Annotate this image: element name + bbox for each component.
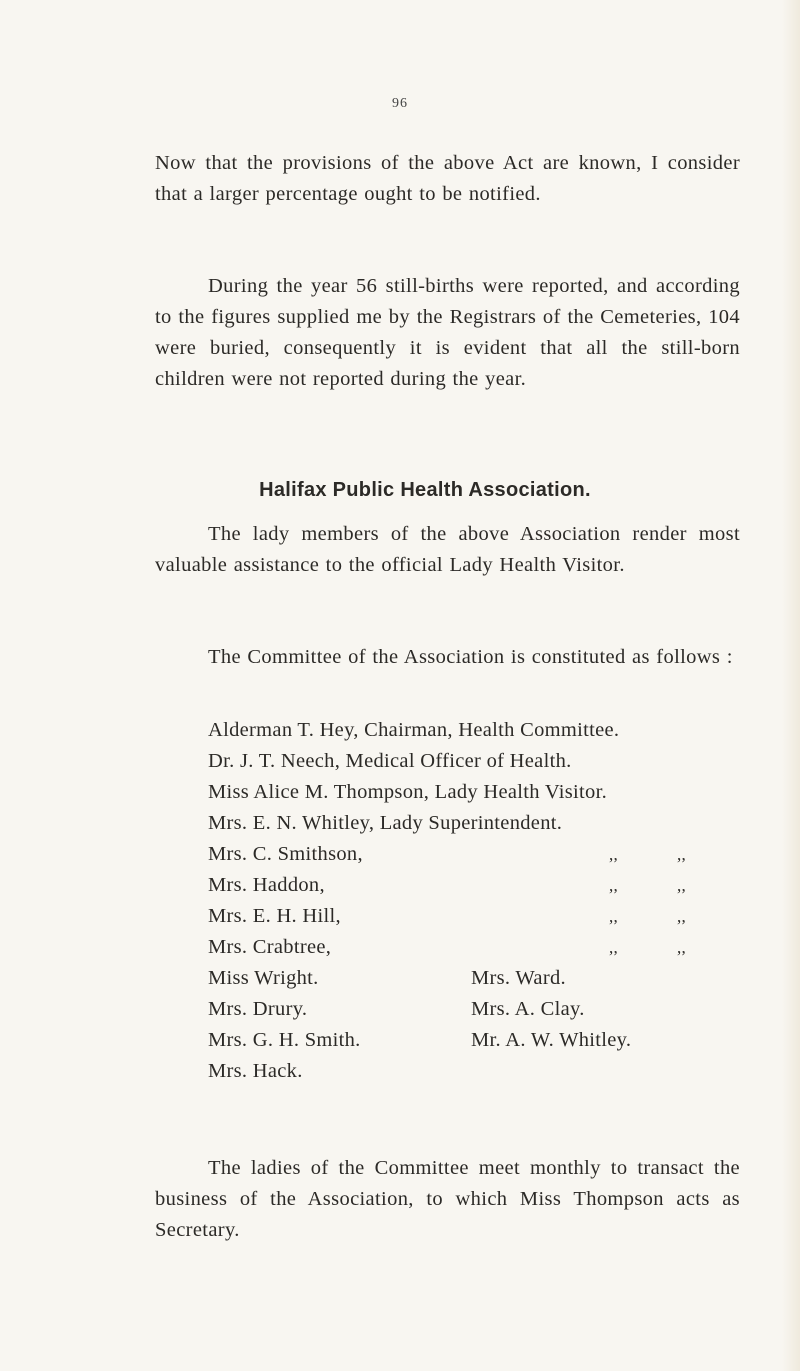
member-row (208, 715, 768, 746)
ditto-mark: ,, (677, 876, 687, 895)
page-number: 96 (392, 96, 408, 111)
ditto-mark: ,, (677, 938, 687, 957)
member-name-right: Mrs. Ward. (471, 967, 566, 989)
member-row (208, 963, 768, 994)
member-name: Miss Alice M. Thompson, Lady Health Visitor. (208, 781, 607, 803)
paragraph-committee-intro: The Committee of the Association is constituted as follows : (208, 646, 733, 668)
member-name: Mrs. Haddon, (208, 874, 325, 896)
member-name: Miss Wright. (208, 967, 319, 989)
member-row (208, 1025, 768, 1056)
member-name-right: Mrs. A. Clay. (471, 998, 585, 1020)
member-name: Dr. J. T. Neech, Medical Officer of Health. (208, 750, 572, 772)
member-name-right: Mr. A. W. Whitley. (471, 1029, 632, 1051)
member-name: Mrs. Drury. (208, 998, 308, 1020)
member-row (208, 746, 768, 777)
member-row (208, 932, 768, 963)
member-row (208, 870, 768, 901)
member-row (208, 994, 768, 1025)
member-row (208, 839, 768, 870)
ditto-mark: ,, (609, 938, 619, 957)
member-row (208, 901, 768, 932)
paragraph-committee-meetings: The ladies of the Committee meet monthly to transact the business of the Association, to which Miss Thompson acts as Secretary. (155, 1157, 740, 1241)
ditto-mark: ,, (609, 876, 619, 895)
member-name: Alderman T. Hey, Chairman, Health Committee. (208, 719, 620, 741)
member-name: Mrs. Hack. (208, 1060, 303, 1082)
paragraph-lady-members: The lady members of the above Association render most valuable assistance to the official Lady Health Visitor. (155, 523, 740, 576)
member-row (208, 777, 768, 808)
member-name: Mrs. E. H. Hill, (208, 905, 341, 927)
member-name: Mrs. Crabtree, (208, 936, 332, 958)
member-row (208, 808, 768, 839)
committee-member-list (208, 715, 768, 1087)
ditto-mark: ,, (677, 907, 687, 926)
member-row (208, 1056, 768, 1087)
member-name: Mrs. G. H. Smith. (208, 1029, 361, 1051)
paragraph-still-births: During the year 56 still-births were reported, and according to the figures supplied me by the Registrars of the Cemeteries, 104 were buried, consequently it is evident that all the still-born children were not reported during the year. (155, 275, 740, 390)
member-name: Mrs. E. N. Whitley, Lady Superintendent. (208, 812, 563, 834)
member-name: Mrs. C. Smithson, (208, 843, 363, 865)
paragraph-notification: Now that the provisions of the above Act are known, I consider that a larger percentage ought to be notified. (155, 152, 740, 205)
section-heading: Halifax Public Health Association. (259, 479, 591, 501)
ditto-mark: ,, (609, 907, 619, 926)
ditto-mark: ,, (609, 845, 619, 864)
ditto-mark: ,, (677, 845, 687, 864)
